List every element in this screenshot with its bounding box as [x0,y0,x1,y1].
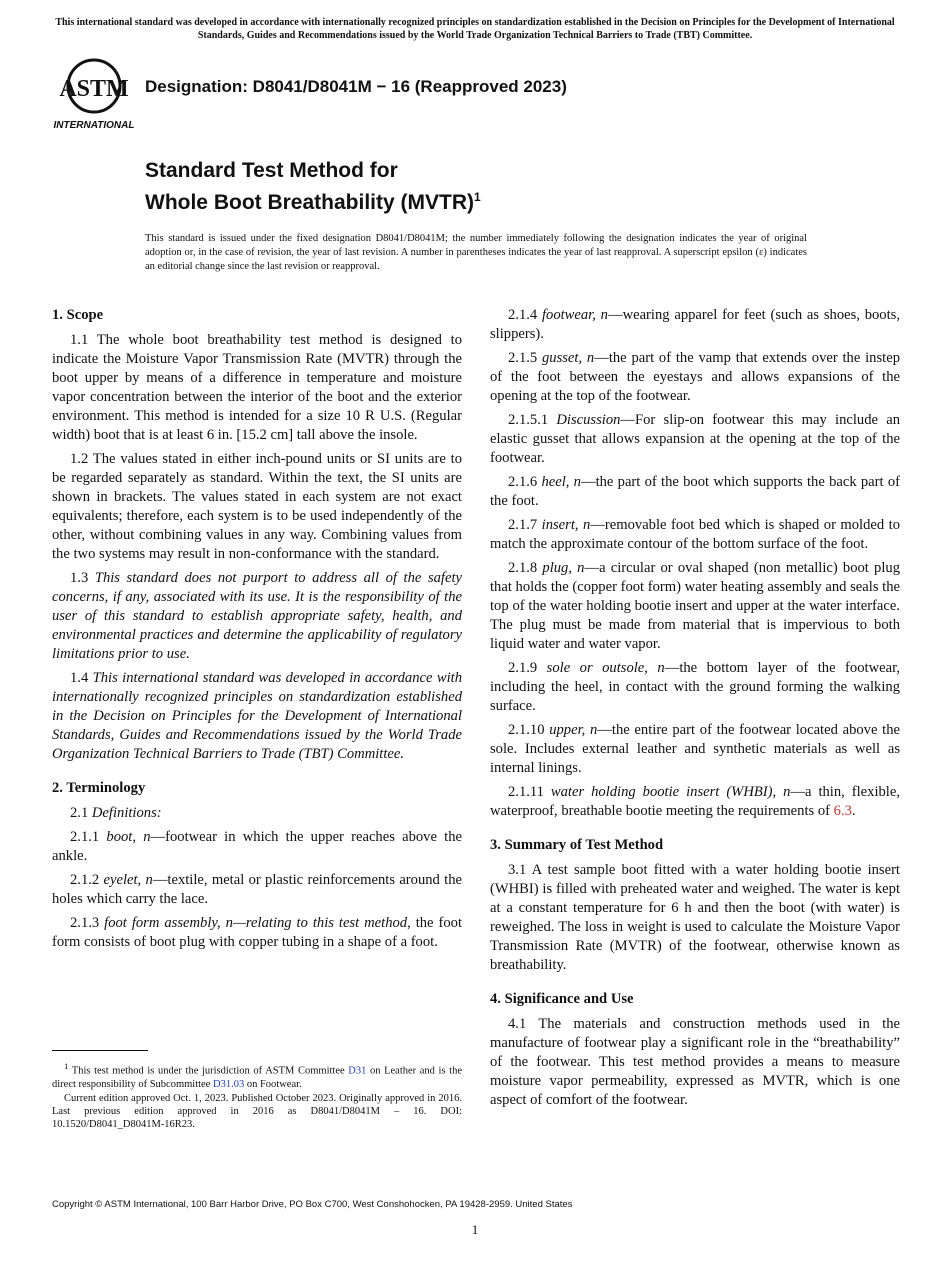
subcommittee-link[interactable]: D31.03 [212,1078,245,1090]
para-number: 2.1.6 [508,474,542,490]
defined-term: Discussion [556,412,621,428]
right-column [490,306,900,1115]
page-title [145,158,481,216]
footnote-text: on Leather and is the direct responsibility of Subcommittee [52,1065,462,1090]
para-number: 2.1.8 [508,560,543,576]
definition-whbi [490,783,900,821]
logo-text: ASTM [59,76,129,102]
para-number: 2.1.4 [508,307,542,323]
definition-text: —wearing apparel for feet (such as shoes, boots, slippers). [490,307,900,342]
standard-note: This standard is issued under the fixed designation D8041/D8041M; the number immediately following the designation indicates the year of original adoption or, in the case of revision, the year of last revision. A number in parentheses indicates the year of last reapproval. A superscript epsilon (ε) indicates an editorial change since the last revision or reapproval. [145,233,807,272]
defined-term: plug, n [542,560,585,576]
paragraph-1-3 [52,569,462,664]
defined-term: boot, n [106,829,151,845]
definition-text: —textile, metal or plastic reinforcements around the holes which carry the lace. [52,872,462,907]
title-footnote-marker: 1 [474,190,481,204]
definition-text: —removable foot bed which is shaped or molded to match the approximate contour of the bottom surface of the foot. [490,517,900,552]
para-text: Definitions: [91,805,162,821]
para-number: 2.1.3 [70,915,105,931]
para-number: 1.3 [70,570,95,586]
para-number: 2.1 [70,805,92,821]
definition-plug [490,559,900,654]
astm-logo [52,56,136,132]
paragraph-1-4 [52,669,462,764]
header-notice: This international standard was developed in accordance with internationally recognized principles on standardization established in the Decision on Principles for the Development of International Standards, Guides and Recommendations issued by the World Trade Organization Technical Barriers to Trade (TBT) Committee. [55,17,895,41]
definition-eyelet [52,871,462,909]
paragraph-1-1: 1.1 The whole boot breathability test method is designed to indicate the Moisture Vapor Transmission Rate (MVTR) through the boot upper by means of a difference in temperature and moisture vapor concentration between the interior of the boot and the exterior environment. This method is intended for a size 10 R U.S. (Regular width) boot that is at least 6 in. [15.2 cm] tall above the insole. [52,332,462,443]
definition-text: —a circular or oval shaped (non metallic) boot plug that holds the (copper foot form) water heating assembly and seals the top of the water holding bootie insert and upper at the water interface. The plug must be made from material that is impervious to both liquid water and water vapor. [490,560,900,652]
defined-term: footwear, n [541,307,608,323]
definition-gusset [490,349,900,406]
footnote-marker: 1 [64,1061,69,1071]
definition-text-end: . [851,803,856,819]
paragraph-3-1: 3.1 A test sample boot fitted with a water holding bootie insert (WHBI) is filled with preheated water and weighed. The water is kept at a constant temperature for 6 h and then the boot (with water) is reweighed. The loss in weight is used to calculate the Moisture Vapor Transmission Rate (MVTR) of the footwear, otherwise known as breathability. [490,862,900,973]
left-column [52,306,462,957]
section-heading-scope: 1. Scope [52,307,104,323]
definition-text: —a thin, flexible, waterproof, breathable bootie meeting the requirements of [490,784,900,819]
paragraph-4-1: 4.1 The materials and construction methods used in the manufacture of footwear play a significant role in the “breathability” of the footwear. This test method provides a means to measure moisture vapor permeability, expressed as MVTR, which is one aspect of comfort of the footwear. [490,1016,900,1108]
footnote-jurisdiction [52,1060,462,1091]
para-number: 2.1.10 [508,722,550,738]
defined-term: upper, n [549,722,598,738]
discussion-gusset [490,411,900,468]
definition-text: —the entire part of the footwear located above the sole. Includes external leather and synthetic materials as well as internal linings. [490,722,900,776]
definition-text: —footwear in which the upper reaches above the ankle. [52,829,462,864]
definition-footwear [490,306,900,344]
section-reference-link[interactable]: 6.3 [833,803,852,819]
astm-logo-icon [52,56,136,132]
definition-boot [52,828,462,866]
defined-term: foot form assembly, n—relating to this test method [104,915,408,931]
definition-heel [490,473,900,511]
para-number: 2.1.11 [508,784,551,800]
definition-insert [490,516,900,554]
title-line-1: Standard Test Method for [145,159,398,182]
footnote-edition: Current edition approved Oct. 1, 2023. Published October 2023. Originally approved in 2016. Last previous edition approved in 2016 as D8041/D8041M – 16. DOI: 10.1520/D8041_D8041M-16R23. [52,1092,462,1130]
defined-term: insert, n [541,517,591,533]
defined-term: heel, n [541,474,581,490]
para-number: 2.1.7 [508,517,542,533]
definition-upper [490,721,900,778]
para-number: 2.1.2 [70,872,104,888]
section-heading-summary: 3. Summary of Test Method [490,837,664,853]
defined-term: water holding bootie insert (WHBI), n [550,784,791,800]
section-heading-significance: 4. Significance and Use [490,991,634,1007]
footnote [52,1060,462,1132]
section-heading-terminology: 2. Terminology [52,780,146,796]
para-number: 2.1.5 [508,350,542,366]
defined-term: eyelet, n [103,872,153,888]
paragraph-2-1 [52,804,462,823]
defined-term: gusset, n [541,350,595,366]
paragraph-1-2: 1.2 The values stated in either inch-pound units or SI units are to be regarded separately as standard. Within the text, the SI units are shown in brackets. The values stated in each system are not exact equivalents; therefore, each system is to be used independently of the other, without combining values in any way. Combining values from the two systems may result in non-conformance with the standard. [52,451,462,562]
para-number: 2.1.5.1 [508,412,557,428]
para-number: 1.4 [70,670,93,686]
footnote-divider [52,1050,148,1051]
definition-text: —the part of the boot which supports the back part of the foot. [490,474,900,509]
defined-term: sole or outsole, n [546,660,665,676]
para-text: This standard does not purport to address all of the safety concerns, if any, associated with its use. It is the responsibility of the user of this standard to establish appropriate safety, health, and environmental practices and determine the applicability of regulatory limitations prior to use. [52,570,462,662]
title-line-2 [145,184,481,216]
footnote-text: on Footwear. [244,1078,302,1090]
page-number: 1 [471,1222,479,1237]
logo-subtext: INTERNATIONAL [53,120,135,131]
committee-link[interactable]: D31 [348,1065,367,1077]
copyright: Copyright © ASTM International, 100 Barr Harbor Drive, PO Box C700, West Conshohocken, PA 19428-2959. United States [52,1199,573,1210]
designation: Designation: D8041/D8041M − 16 (Reapproved 2023) [145,77,567,96]
definition-text: —the bottom layer of the footwear, including the heel, in contact with the ground forming the walking surface. [490,660,900,714]
para-number: 2.1.9 [508,660,547,676]
definition-text: , the foot form consists of boot plug with copper tubing in a shape of a foot. [52,915,462,950]
definition-foot-form-assembly [52,914,462,952]
para-text: This international standard was developed in accordance with internationally recognized principles on standardization established in the Decision on Principles for the Development of International Standards, Guides and Recommendations issued by the World Trade Organization Technical Barriers to Trade (TBT) Committee. [52,670,463,762]
definition-text: —For slip-on footwear this may include an elastic gusset that allows expansion at the opening at the top of the footwear. [490,412,900,466]
title-line-2-text: Whole Boot Breathability (MVTR) [145,191,474,214]
definition-sole [490,659,900,716]
para-number: 2.1.1 [70,829,107,845]
definition-text: —the part of the vamp that extends over the instep of the foot between the eyestays and allows expansions of the opening at the top of the footwear. [490,350,900,404]
footnote-text: This test method is under the jurisdiction of ASTM Committee [68,1065,349,1077]
